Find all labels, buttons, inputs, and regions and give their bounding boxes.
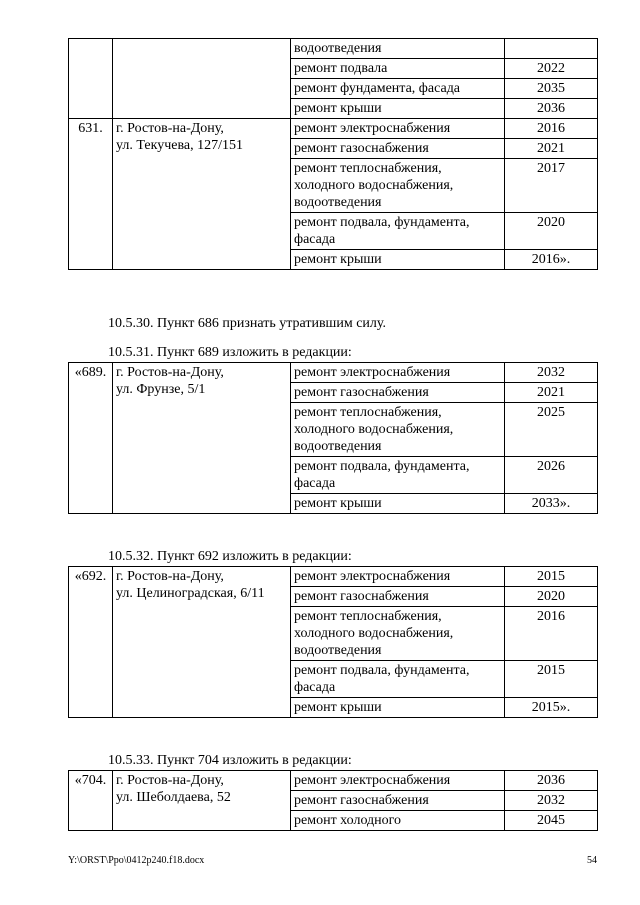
address-line: ул. Шеболдаева, 52 bbox=[116, 790, 231, 805]
address-line: ул. Фрунзе, 5/1 bbox=[116, 382, 206, 397]
address-cell bbox=[113, 567, 291, 718]
address-line: г. Ростов-на-Дону, bbox=[116, 773, 224, 788]
work-line: ремонт теплоснабжения, bbox=[294, 405, 442, 420]
table-row bbox=[69, 39, 598, 59]
address-line: ул. Целиноградская, 6/11 bbox=[116, 586, 265, 601]
page-number: 54 bbox=[587, 855, 597, 866]
year-cell: 2036 bbox=[505, 99, 598, 119]
work-cell: ремонт крыши bbox=[291, 99, 505, 119]
year-cell: 2035 bbox=[505, 79, 598, 99]
year-cell: 2021 bbox=[505, 139, 598, 159]
work-cell: ремонт фундамента, фасада bbox=[291, 79, 505, 99]
address-cell bbox=[113, 363, 291, 514]
table-continuation-631 bbox=[68, 38, 598, 270]
address-line: ул. Текучева, 127/151 bbox=[116, 138, 243, 153]
work-line: ремонт подвала, фундамента, bbox=[294, 459, 470, 474]
work-line: ремонт теплоснабжения, bbox=[294, 609, 442, 624]
work-cell: ремонт подвала bbox=[291, 59, 505, 79]
work-cell: ремонт крыши bbox=[291, 250, 505, 270]
item-number-cell: 631. bbox=[69, 119, 113, 270]
address-line: г. Ростов-на-Дону, bbox=[116, 365, 224, 380]
year-cell: 2022 bbox=[505, 59, 598, 79]
year-cell: 2032 bbox=[505, 791, 598, 811]
address-cell bbox=[113, 119, 291, 270]
year-cell: 2015 bbox=[505, 661, 598, 698]
address-line: г. Ростов-на-Дону, bbox=[116, 569, 224, 584]
table-item-689 bbox=[68, 362, 598, 514]
item-number-cell bbox=[69, 39, 113, 119]
work-cell: водоотведения bbox=[291, 39, 505, 59]
year-cell: 2036 bbox=[505, 771, 598, 791]
item-number-cell: «692. bbox=[69, 567, 113, 718]
work-line: водоотведения bbox=[294, 439, 382, 454]
work-cell: ремонт электроснабжения bbox=[291, 771, 505, 791]
work-cell: ремонт электроснабжения bbox=[291, 567, 505, 587]
work-line: ремонт подвала, фундамента, bbox=[294, 663, 470, 678]
work-cell: ремонт газоснабжения bbox=[291, 587, 505, 607]
work-cell bbox=[291, 607, 505, 661]
year-cell: 2026 bbox=[505, 457, 598, 494]
year-cell: 2032 bbox=[505, 363, 598, 383]
paragraph-10-5-33: 10.5.33. Пункт 704 изложить в редакции: bbox=[108, 753, 352, 768]
work-cell: ремонт электроснабжения bbox=[291, 363, 505, 383]
work-cell bbox=[291, 159, 505, 213]
work-cell bbox=[291, 457, 505, 494]
address-cell bbox=[113, 771, 291, 831]
work-cell: ремонт газоснабжения bbox=[291, 791, 505, 811]
work-line: водоотведения bbox=[294, 643, 382, 658]
item-number-cell: «704. bbox=[69, 771, 113, 831]
year-cell: 2017 bbox=[505, 159, 598, 213]
work-line: холодного водоснабжения, bbox=[294, 626, 454, 641]
year-cell: 2020 bbox=[505, 213, 598, 250]
table-row bbox=[69, 771, 598, 791]
year-cell: 2025 bbox=[505, 403, 598, 457]
year-cell: 2015». bbox=[505, 698, 598, 718]
paragraph-10-5-30: 10.5.30. Пункт 686 признать утратившим силу. bbox=[108, 316, 386, 331]
table-row bbox=[69, 119, 598, 139]
year-cell: 2016 bbox=[505, 607, 598, 661]
address-cell bbox=[113, 39, 291, 119]
year-cell: 2020 bbox=[505, 587, 598, 607]
work-line: водоотведения bbox=[294, 195, 382, 210]
paragraph-10-5-32: 10.5.32. Пункт 692 изложить в редакции: bbox=[108, 549, 352, 564]
year-cell bbox=[505, 39, 598, 59]
year-cell: 2016 bbox=[505, 119, 598, 139]
footer-file-path: Y:\ORST\Ppo\0412p240.f18.docx bbox=[68, 855, 205, 866]
work-line: фасада bbox=[294, 476, 336, 491]
work-cell: ремонт электроснабжения bbox=[291, 119, 505, 139]
table-item-704 bbox=[68, 770, 598, 831]
table-item-692 bbox=[68, 566, 598, 718]
paragraph-10-5-31: 10.5.31. Пункт 689 изложить в редакции: bbox=[108, 345, 352, 360]
year-cell: 2045 bbox=[505, 811, 598, 831]
year-cell: 2033». bbox=[505, 494, 598, 514]
work-cell: ремонт крыши bbox=[291, 494, 505, 514]
work-line: фасада bbox=[294, 680, 336, 695]
item-number-cell: «689. bbox=[69, 363, 113, 514]
work-cell bbox=[291, 403, 505, 457]
work-cell: ремонт газоснабжения bbox=[291, 139, 505, 159]
work-cell: ремонт газоснабжения bbox=[291, 383, 505, 403]
work-line: фасада bbox=[294, 232, 336, 247]
work-cell bbox=[291, 661, 505, 698]
table-row bbox=[69, 363, 598, 383]
work-cell: ремонт крыши bbox=[291, 698, 505, 718]
year-cell: 2015 bbox=[505, 567, 598, 587]
work-cell bbox=[291, 213, 505, 250]
work-line: холодного водоснабжения, bbox=[294, 178, 454, 193]
year-cell: 2021 bbox=[505, 383, 598, 403]
table-row bbox=[69, 567, 598, 587]
year-cell: 2016». bbox=[505, 250, 598, 270]
work-line: ремонт теплоснабжения, bbox=[294, 161, 442, 176]
work-cell: ремонт холодного bbox=[291, 811, 505, 831]
work-line: холодного водоснабжения, bbox=[294, 422, 454, 437]
address-line: г. Ростов-на-Дону, bbox=[116, 121, 224, 136]
work-line: ремонт подвала, фундамента, bbox=[294, 215, 470, 230]
